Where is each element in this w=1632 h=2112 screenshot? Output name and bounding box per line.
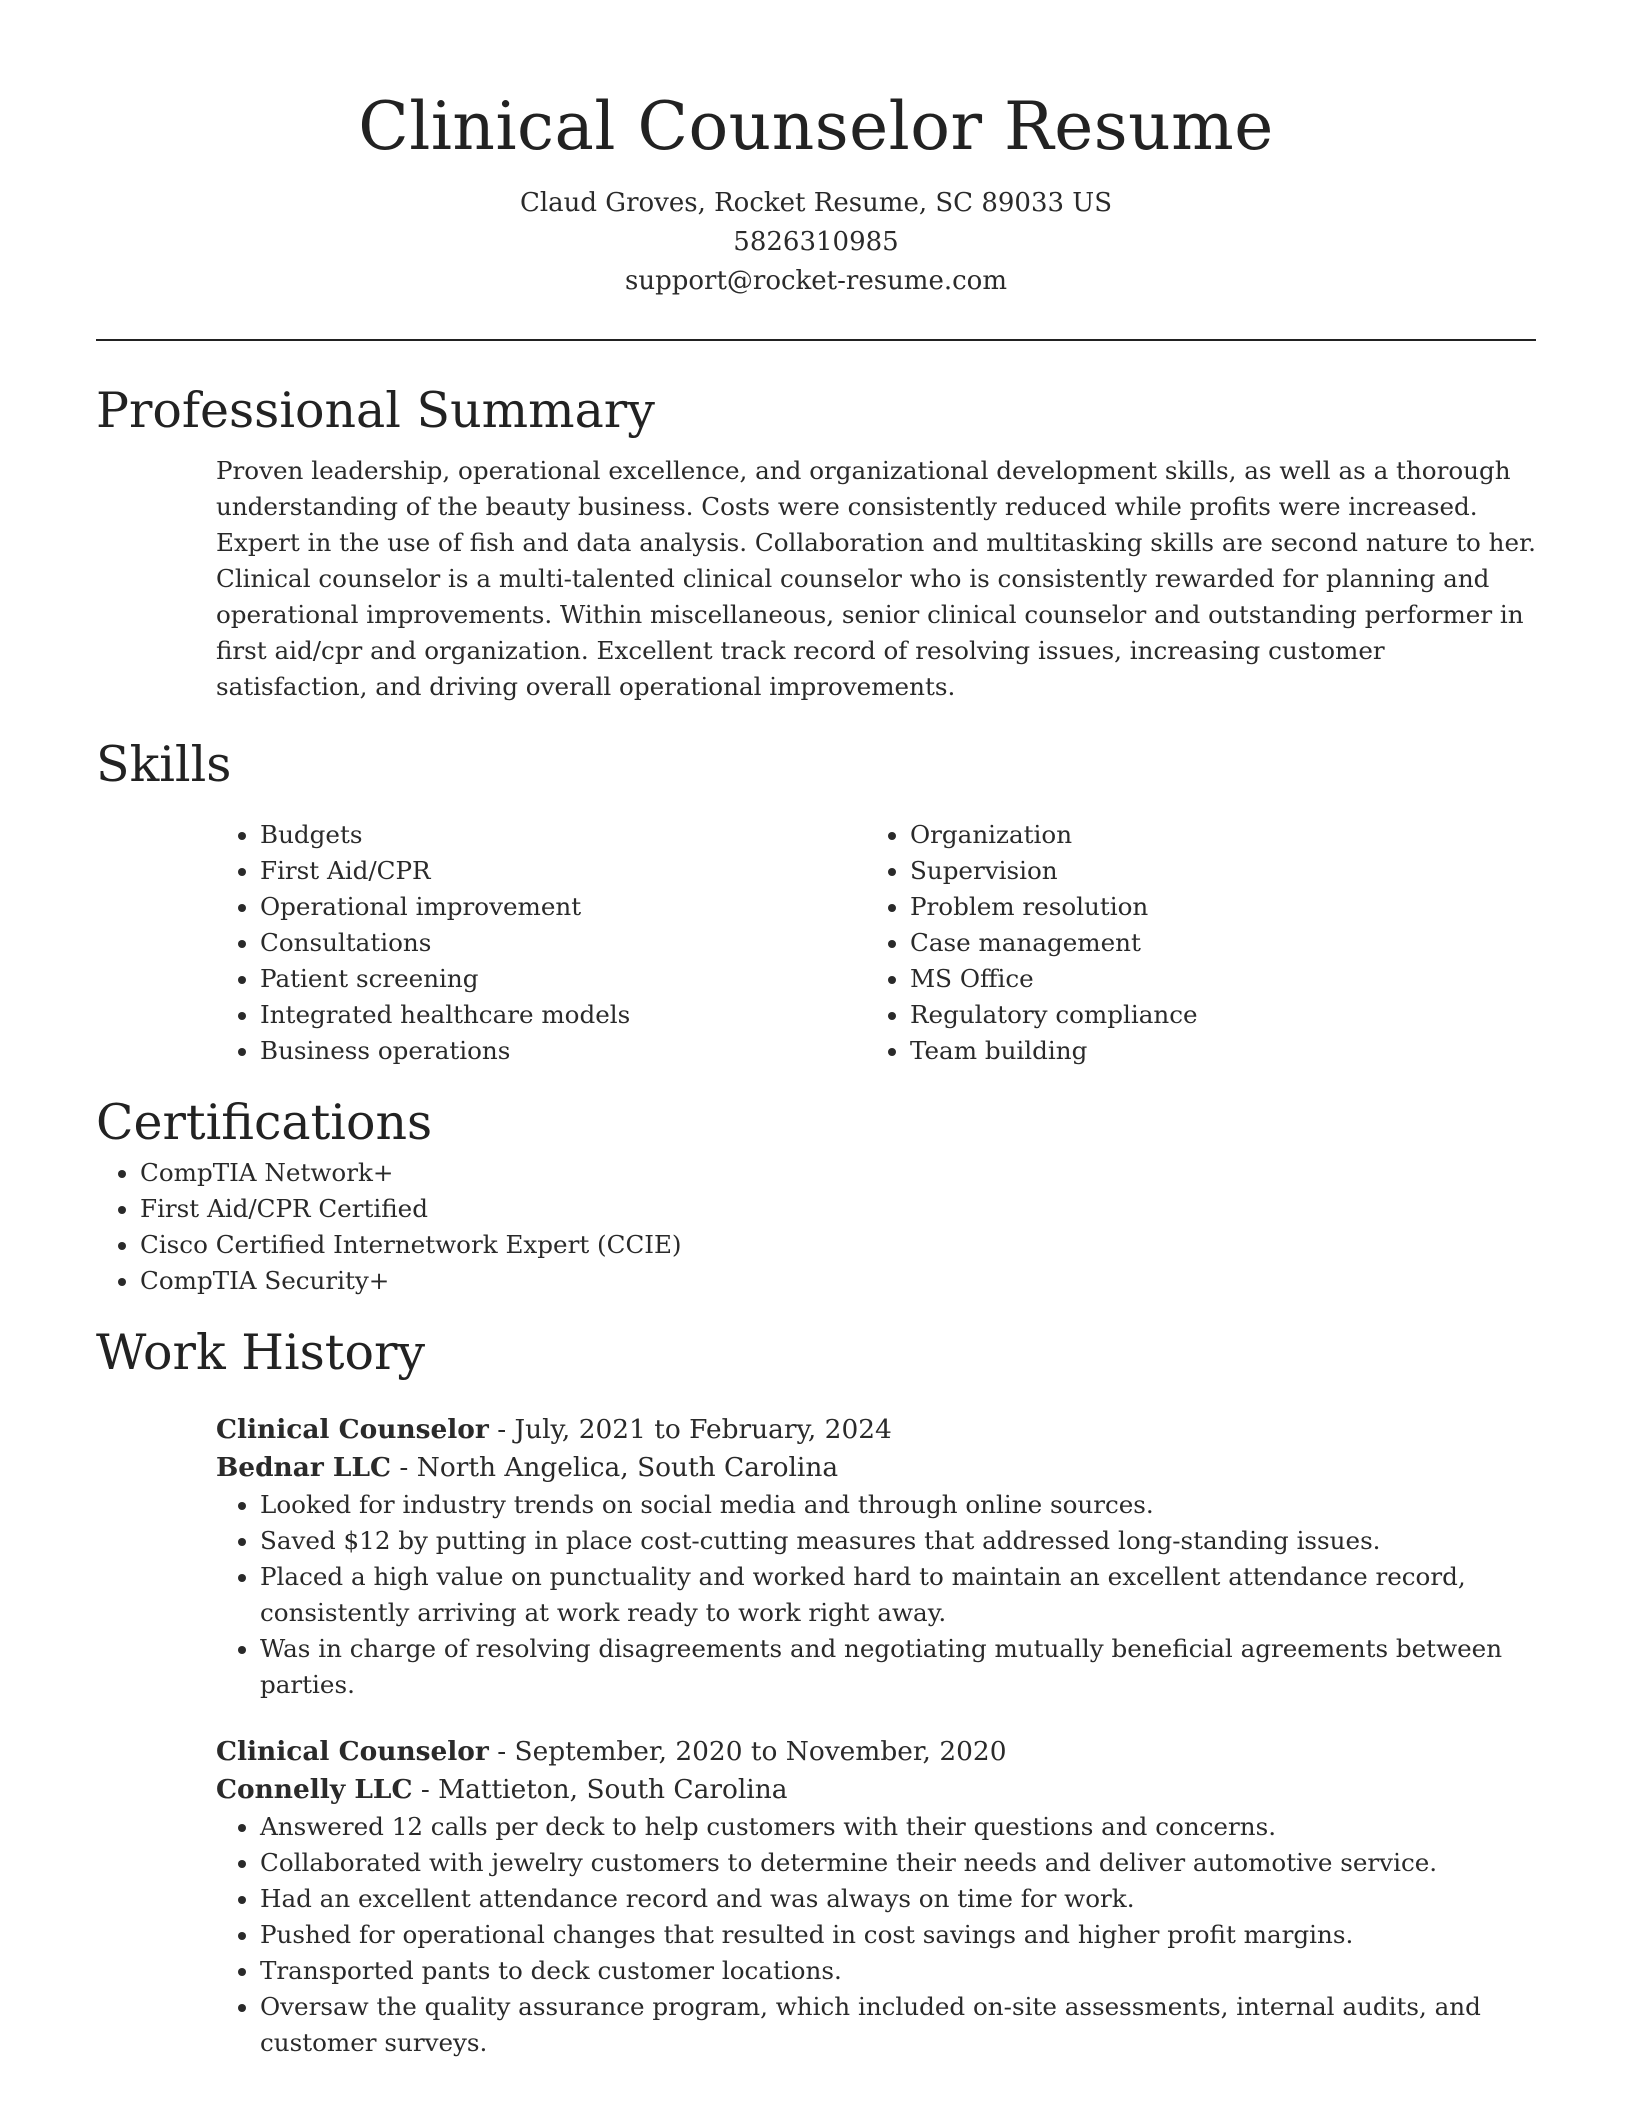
job-bullet: • Transported pants to deck customer locations. (260, 1953, 1536, 1989)
job-bullet: • Collaborated with jewelry customers to determine their needs and deliver automotive service. (260, 1845, 1536, 1881)
job-bullets (216, 1487, 1536, 1703)
skills-heading: Skills (96, 736, 232, 793)
job-bullets (216, 1809, 1536, 2061)
summary-text: Proven leadership, operational excellence, and organizational development skills, as well as a thorough understanding of the beauty business. Costs were consistently reduced while profits were increased. Expert in the use of fish and data analysis. Collaboration and multitasking skills are second nature to her. Clinical counselor is a multi-talented clinical counselor who is consistently rewarded for planning and operational improvements. Within miscellaneous, senior clinical counselor and outstanding performer in first aid/cpr and organization. Excellent track record of resolving issues, increasing customer satisfaction, and driving overall operational improvements. (216, 456, 1536, 701)
contact-phone: 5826310985 (733, 227, 899, 257)
skill-item: • Integrated healthcare models (260, 997, 866, 1033)
job-company: Connelly LLC (216, 1774, 413, 1805)
skills-list-left (216, 817, 866, 1069)
job-title: Clinical Counselor (216, 1736, 489, 1767)
skills-list-right (866, 817, 1516, 1069)
contact-address: Claud Groves, Rocket Resume, SC 89033 US (519, 188, 1113, 218)
resume-title: Clinical Counselor Resume (358, 88, 1274, 165)
job-company: Bednar LLC (216, 1452, 392, 1483)
certifications-heading: Certifications (96, 1094, 433, 1151)
resume-page (96, 0, 1536, 2061)
certification-item: • Cisco Certified Internetwork Expert (CCIE) (140, 1227, 1536, 1263)
job-bullet: • Saved $12 by putting in place cost-cutting measures that addressed long-standing issues. (260, 1523, 1536, 1559)
job-bullet: • Was in charge of resolving disagreements and negotiating mutually beneficial agreements between parties. (260, 1631, 1536, 1703)
skill-item: • Team building (910, 1033, 1516, 1069)
skill-item: • Case management (910, 925, 1516, 961)
job-bullet: • Answered 12 calls per deck to help customers with their questions and concerns. (260, 1809, 1536, 1845)
certification-item: • CompTIA Security+ (140, 1263, 1536, 1299)
skill-item: • Consultations (260, 925, 866, 961)
job-location: - North Angelica, South Carolina (391, 1452, 839, 1483)
certification-item: • CompTIA Network+ (140, 1155, 1536, 1191)
certifications-list (96, 1155, 1536, 1299)
job-company-line (216, 1449, 1536, 1487)
job-title-line (216, 1411, 1536, 1449)
header-divider (96, 339, 1536, 341)
summary-heading: Professional Summary (96, 382, 655, 439)
skill-item: • Regulatory compliance (910, 997, 1516, 1033)
contact-block (96, 184, 1536, 301)
certification-item: • First Aid/CPR Certified (140, 1191, 1536, 1227)
job-company-line (216, 1771, 1536, 1809)
skill-item: • First Aid/CPR (260, 853, 866, 889)
job-location: - Mattieton, South Carolina (412, 1774, 788, 1805)
skill-item: • Patient screening (260, 961, 866, 997)
job-title-line (216, 1733, 1536, 1771)
job-bullet: • Looked for industry trends on social media and through online sources. (260, 1487, 1536, 1523)
job-bullet: • Pushed for operational changes that resulted in cost savings and higher profit margins. (260, 1917, 1536, 1953)
job-dates: - July, 2021 to February, 2024 (488, 1414, 892, 1445)
skill-item: • MS Office (910, 961, 1516, 997)
job-entry (216, 1733, 1536, 2061)
work-history-heading: Work History (96, 1324, 426, 1381)
skill-item: • Budgets (260, 817, 866, 853)
job-bullet: • Placed a high value on punctuality and worked hard to maintain an excellent attendance record, consistently arriving at work ready to work right away. (260, 1559, 1536, 1631)
skill-item: • Organization (910, 817, 1516, 853)
job-dates: - September, 2020 to November, 2020 (488, 1736, 1007, 1767)
skill-item: • Business operations (260, 1033, 866, 1069)
skills-grid (216, 817, 1536, 1069)
skill-item: • Problem resolution (910, 889, 1516, 925)
contact-email: support@rocket-resume.com (624, 266, 1007, 296)
job-bullet: • Had an excellent attendance record and was always on time for work. (260, 1881, 1536, 1917)
job-bullet: • Oversaw the quality assurance program, which included on-site assessments, internal audits, and customer surveys. (260, 1989, 1536, 2061)
job-title: Clinical Counselor (216, 1414, 489, 1445)
skill-item: • Supervision (910, 853, 1516, 889)
job-entry (216, 1411, 1536, 1703)
skill-item: • Operational improvement (260, 889, 866, 925)
